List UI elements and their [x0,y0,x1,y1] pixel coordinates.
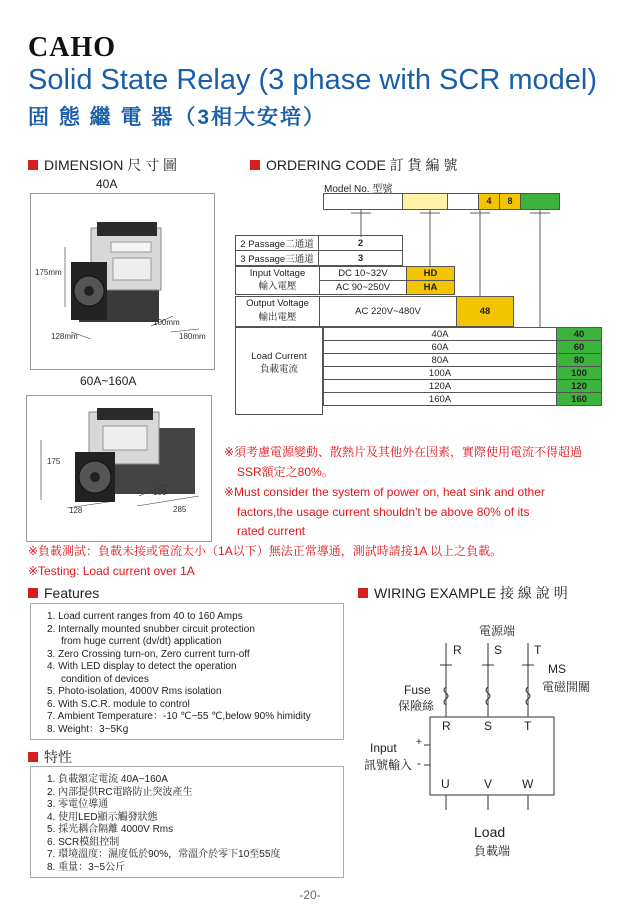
phase-r: R [453,643,462,657]
code-cell: 4 [479,194,500,209]
dimension-heading: DIMENSION 尺 寸 圖 [28,155,177,175]
load-label: Load [474,824,506,840]
note-zh-2: SSR額定之80%。 [237,465,334,479]
terminal-v: V [484,777,493,791]
load-current-code: 120 [557,380,602,393]
load-current-table [323,327,602,406]
product-photo-60a [26,395,212,542]
input-voltage-code: HA [407,281,455,295]
code-cell [521,194,559,209]
load-current-code: 160 [557,393,602,406]
note-zh-1: ※須考慮電源變動、散熱片及其他外在因素，實際使用電流不得超過 [224,445,583,459]
passage-code: 3 [319,251,403,266]
test-note-en: ※Testing: Load current over 1A [28,564,195,578]
passage-label: 2 Passage二通道 [236,236,319,251]
output-voltage-code: 48 [456,296,514,327]
input-voltage-range: AC 90~250V [320,281,407,295]
input-minus: - [417,756,421,770]
dim-depth2-40a: 180mm [179,332,206,341]
load-current-amps: 80A [324,354,557,367]
phase-t: T [534,643,542,657]
load-current-code: 100 [557,367,602,380]
label-40a: 40A [96,177,118,191]
features-zh-list [30,766,344,878]
feature-zh-item: 1. 負載額定電流 40A~160A [47,774,168,785]
features-heading: Features [28,585,99,601]
load-current-code: 40 [557,328,602,341]
dim-depth2-60a: 285 [173,505,187,514]
passage-label: 3 Passage三通道 [236,251,319,266]
input-label: Input [370,741,397,755]
load-label-zh: 負載端 [474,844,511,858]
feature-item: 7. Ambient Temperature：-10 ℃~55 ℃,below 90% himidity [47,711,311,722]
features-zh-heading: 特性 [28,747,72,767]
ms-label-zh: 電磁開關 [542,680,591,694]
test-note-zh: ※負載測試：負載未接或電流太小（1A以下）無法正常導通，測試時請接1A 以上之負載。 [28,544,503,558]
feature-zh-item: 3. 零電位導通 [47,799,109,810]
fuse-label-zh: 保險絲 [398,699,435,713]
load-current-label: Load Current 負載電流 [235,327,323,415]
feature-item: from huge current (dv/dt) application [61,636,222,647]
relay-60a-drawing [27,396,211,541]
load-current-amps: 40A [324,328,557,341]
note-en-1: ※Must consider the system of power on, heat sink and other [224,485,545,499]
feature-zh-item: 4. 使用LED顯示觸發狀態 [47,811,158,823]
label-60a-160a: 60A~160A [80,374,137,388]
load-current-amps: 120A [324,380,557,393]
dim-width-60a: 128 [69,506,83,515]
input-plus: + [416,737,422,748]
feature-zh-item: 7. 環境溫度：濕度低於90%，常溫介於零下10至55度 [47,849,281,860]
wiring-diagram [356,605,606,875]
page-title: Solid State Relay (3 phase with SCR model) [28,64,597,96]
output-voltage-label: Output Voltage 輸出電壓 [235,296,320,327]
passage-code: 2 [319,236,403,251]
dim-depth1-40a: 100mm [153,318,180,327]
ordering-heading: ORDERING CODE 訂 貨 編 號 [250,155,457,175]
brand-logo: CAHO [28,32,116,63]
page-number: -20- [299,888,321,902]
input-voltage-range: DC 10~32V [320,267,407,281]
terminal-u: U [441,777,450,791]
model-no-label: Model No. 型號 [324,184,393,195]
feature-item: condition of devices [61,673,149,685]
feature-item: 5. Photo-isolation, 4000V Rms isolation [47,686,222,697]
feature-zh-item: 5. 採光耦合隔離 4000V Rms [47,824,174,835]
code-row [323,193,560,210]
feature-item: 2. Internally mounted snubber circuit protection [47,623,255,635]
relay-40a-drawing [31,194,214,369]
feature-item: 6. With S.C.R. module to control [47,698,190,710]
feature-zh-item: 6. SCR模組控制 [47,836,120,848]
input-label-zh: 訊號輸入 [364,758,413,772]
dim-width-40a: 128mm [51,332,78,341]
dim-height-60a: 175 [47,457,61,466]
ms-label: MS [548,662,566,676]
feature-item: 3. Zero Crossing turn-on, Zero current turn-off [47,648,250,660]
terminal-w: W [522,777,534,791]
ordering-code-table [235,193,602,417]
note-en-3: rated current [237,524,306,538]
code-cell [403,194,448,209]
power-source-label: 電源端 [479,624,516,638]
page-title-zh: 固 態 繼 電 器（3相大安培） [28,106,327,129]
input-voltage-code: HD [407,267,455,281]
phase-s: S [494,643,503,657]
dim-height-40a: 175mm [35,268,62,277]
terminal-t: T [524,719,532,733]
output-voltage-range: AC 220V~480V [319,296,457,327]
feature-zh-item: 2. 內部提供RC電路防止突波產生 [47,786,193,798]
input-voltage-table [319,266,455,295]
terminal-r: R [442,719,451,733]
code-cell: 8 [500,194,521,209]
note-en-2: factors,the usage current shouldn't be above 80% of its [237,505,530,519]
terminal-s: S [484,719,493,733]
feature-item: 8. Weight：3~5Kg [47,723,129,735]
load-current-amps: 60A [324,341,557,354]
feature-item: 1. Load current ranges from 40 to 160 Amps [47,611,243,622]
load-current-code: 60 [557,341,602,354]
feature-zh-item: 8. 重量：3~5公斤 [47,861,126,873]
passage-table [235,235,403,266]
feature-item: 4. With LED display to detect the operation [47,661,237,672]
load-current-amps: 100A [324,367,557,380]
code-cell [324,194,403,209]
dim-depth1-60a: 100 [153,488,167,497]
fuse-label: Fuse [404,683,431,697]
wiring-heading: WIRING EXAMPLE 接 線 說 明 [358,583,568,603]
product-photo-40a [30,193,215,370]
load-current-amps: 160A [324,393,557,406]
features-list [30,603,344,740]
input-voltage-label: Input Voltage 輸入電壓 [235,266,320,295]
code-cell [448,194,479,209]
load-current-code: 80 [557,354,602,367]
